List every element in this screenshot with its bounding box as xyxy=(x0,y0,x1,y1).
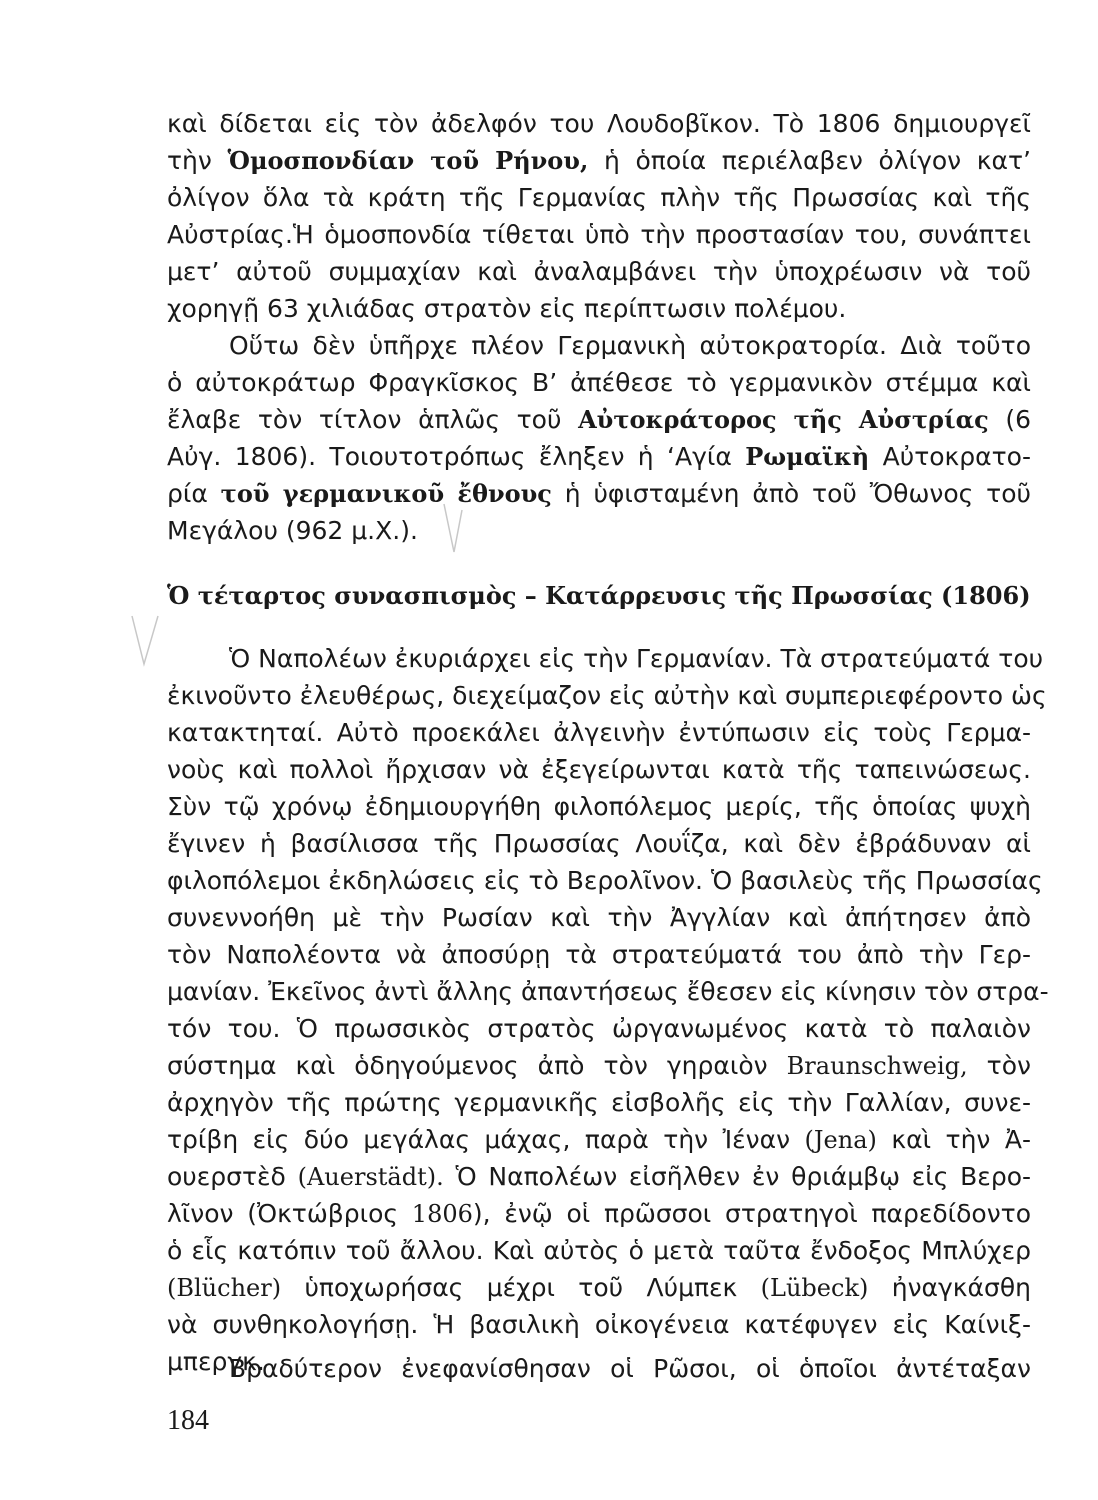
text-line: ὁ αὐτοκράτωρ Φραγκῖσκος Β’ ἀπέθεσε τὸ γερμανικὸν στέμμα καὶ xyxy=(167,368,1031,397)
paragraph-end-of-empire xyxy=(167,327,1031,549)
latin-term: (Jena) xyxy=(804,1126,877,1154)
paragraph-fourth-coalition xyxy=(167,640,1049,1380)
text-line xyxy=(167,1195,1031,1232)
latin-term: Braunschweig, xyxy=(786,1052,968,1080)
text-run: σύστημα καὶ ὁδηγούμενος ἀπὸ τὸν γηραιὸν xyxy=(167,1051,787,1080)
text-line xyxy=(167,1158,1031,1195)
text-run: ), ἐνῷ οἱ πρῶσσοι στρατηγοὶ παρεδίδοντο xyxy=(472,1199,1031,1228)
bold-term: Αὐτοκράτορος τῆς Αὐστρίας xyxy=(578,405,989,434)
text-run: Αὐγ. 1806). Τοιουτοτρόπως ἔληξεν ἡ ‘Αγία xyxy=(167,442,746,471)
text-line: Μεγάλου (962 μ.Χ.). xyxy=(167,516,418,545)
text-line: νοὺς καὶ πολλοὶ ἤρχισαν νὰ ἐξεγείρωνται κατὰ τῆς ταπεινώσεως. xyxy=(167,755,1031,784)
text-line: φιλοπόλεμοι ἐκδηλώσεις εἰς τὸ Βερολῖνον. Ὁ βασιλεὺς τῆς Πρωσσίας xyxy=(167,866,1043,895)
text-run: τὴν xyxy=(167,146,228,175)
text-run: Αὐτοκρατο- xyxy=(869,442,1031,471)
bold-term: Ὁμοσπονδίαν τοῦ Ρήνου, xyxy=(227,146,589,175)
text-run: ἠναγκάσθη xyxy=(868,1273,1032,1302)
text-line: Βραδύτερον ἐνεφανίσθησαν οἱ Ρῶσοι, οἱ ὁποῖοι ἀντέταξαν xyxy=(229,1354,1031,1383)
text-run: ἡ ὑφισταμένη ἀπὸ τοῦ Ὄθωνος τοῦ xyxy=(551,479,1031,508)
latin-term: (Lübeck) xyxy=(760,1274,869,1302)
text-run: ἔλαβε τὸν τίτλον ἁπλῶς τοῦ xyxy=(167,405,579,434)
bold-term: τοῦ γερμανικοῦ ἔθνους xyxy=(220,479,552,508)
text-line xyxy=(167,475,1031,512)
text-line xyxy=(167,438,1031,475)
paragraph-russians xyxy=(167,1350,1031,1387)
text-run: ρία xyxy=(167,479,221,508)
text-line: μανίαν. Ἐκεῖνος ἀντὶ ἄλλης ἀπαντήσεως ἔθεσεν εἰς κίνησιν τὸν στρα- xyxy=(167,977,1049,1006)
text-run: Ὁ Ναπολέων εἰσῆλθεν ἐν θριάμβῳ εἰς Βερο- xyxy=(443,1162,1032,1191)
text-run: τὸν xyxy=(967,1051,1031,1080)
text-line: Αὐστρίας.Ἡ ὁμοσπονδία τίθεται ὑπὸ τὴν προστασίαν του, συνάπτει xyxy=(167,220,1031,249)
text-line: ὀλίγον ὅλα τὰ κράτη τῆς Γερμανίας πλὴν τῆς Πρωσσίας καὶ τῆς xyxy=(167,183,1031,212)
latin-term: 1806 xyxy=(411,1200,473,1228)
text-line xyxy=(167,142,1031,179)
text-line xyxy=(167,401,1031,438)
page-number: 184 xyxy=(167,1405,209,1436)
text-line xyxy=(167,1047,1031,1084)
text-line: ἀρχηγὸν τῆς πρώτης γερμανικῆς εἰσβολῆς εἰς τὴν Γαλλίαν, συνε- xyxy=(167,1088,1031,1117)
text-line: συνεννοήθη μὲ τὴν Ρωσίαν καὶ τὴν Ἀγγλίαν καὶ ἀπήτησεν ἀπὸ xyxy=(167,903,1031,932)
text-line: Οὕτω δὲν ὑπῆρχε πλέον Γερμανικὴ αὐτοκρατορία. Διὰ τοῦτο xyxy=(229,331,1031,360)
text-run: λῖνον (Ὀκτώβριος xyxy=(167,1199,412,1228)
text-run: ὑποχωρήσας μέχρι τοῦ Λύμπεκ xyxy=(281,1273,761,1302)
text-line: μετ’ αὐτοῦ συμμαχίαν καὶ ἀναλαμβάνει τὴν ὑποχρέωσιν νὰ τοῦ xyxy=(167,257,1031,286)
bold-term: Ρωμαϊκὴ xyxy=(745,442,870,471)
text-line: τὸν Ναπολέοντα νὰ ἀποσύρῃ τὰ στρατεύματά του ἀπὸ τὴν Γερ- xyxy=(167,940,1031,969)
text-line: καὶ δίδεται εἰς τὸν ἀδελφόν του Λουδοβῖκον. Τὸ 1806 δημιουργεῖ xyxy=(167,109,1031,138)
text-line xyxy=(167,1121,1031,1158)
section-heading: Ὁ τέταρτος συνασπισμὸς – Κατάρρευσις τῆς Πρωσσίας (1806) xyxy=(167,581,1031,610)
text-line: ἔγινεν ἡ βασίλισσα τῆς Πρωσσίας Λουΐζα, καὶ δὲν ἐβράδυναν αἱ xyxy=(167,829,1031,858)
text-line: χορηγῇ 63 χιλιάδας στρατὸν εἰς περίπτωσιν πολέμου. xyxy=(167,294,847,323)
text-line: Σὺν τῷ χρόνῳ ἐδημιουργήθη φιλοπόλεμος μερίς, τῆς ὁποίας ψυχὴ xyxy=(167,792,1031,821)
text-line: Ὁ Ναπολέων ἐκυριάρχει εἰς τὴν Γερμανίαν. Τὰ στρατεύματά του xyxy=(229,644,1044,673)
text-line: κατακτηταί. Αὐτὸ προεκάλει ἀλγεινὴν ἐντύπωσιν εἰς τοὺς Γερμα- xyxy=(167,718,1031,747)
text-line: τόν του. Ὁ πρωσσικὸς στρατὸς ὠργανωμένος κατὰ τὸ παλαιὸν xyxy=(167,1014,1031,1043)
latin-term: (Blücher) xyxy=(167,1274,282,1302)
text-run: ουερστὲδ xyxy=(167,1162,298,1191)
text-line: ὁ εἷς κατόπιν τοῦ ἄλλου. Καὶ αὐτὸς ὁ μετὰ ταῦτα ἔνδοξος Μπλύχερ xyxy=(167,1236,1031,1265)
text-run: (6 xyxy=(988,405,1031,434)
text-line: νὰ συνθηκολογήσῃ. Ἡ βασιλικὴ οἰκογένεια κατέφυγεν εἰς Καίνιξ- xyxy=(167,1310,1031,1339)
text-line: ἐκινοῦντο ἐλευθέρως, διεχείμαζον εἰς αὐτὴν καὶ συμπεριεφέροντο ὡς xyxy=(167,681,1047,710)
latin-term: (Auerstädt). xyxy=(297,1163,444,1191)
pencil-margin-check xyxy=(128,610,164,670)
text-line: μπεργκ. xyxy=(167,1347,265,1376)
paragraph-confederation-rhine xyxy=(167,105,1031,327)
text-run: καὶ τὴν Ἀ- xyxy=(876,1125,1032,1154)
text-line xyxy=(167,1269,1031,1306)
text-run: τρίβη εἰς δύο μεγάλας μάχας, παρὰ τὴν Ἰέναν xyxy=(167,1125,805,1154)
text-run: ἡ ὁποία περιέλαβεν ὀλίγον κατ’ xyxy=(588,146,1032,175)
